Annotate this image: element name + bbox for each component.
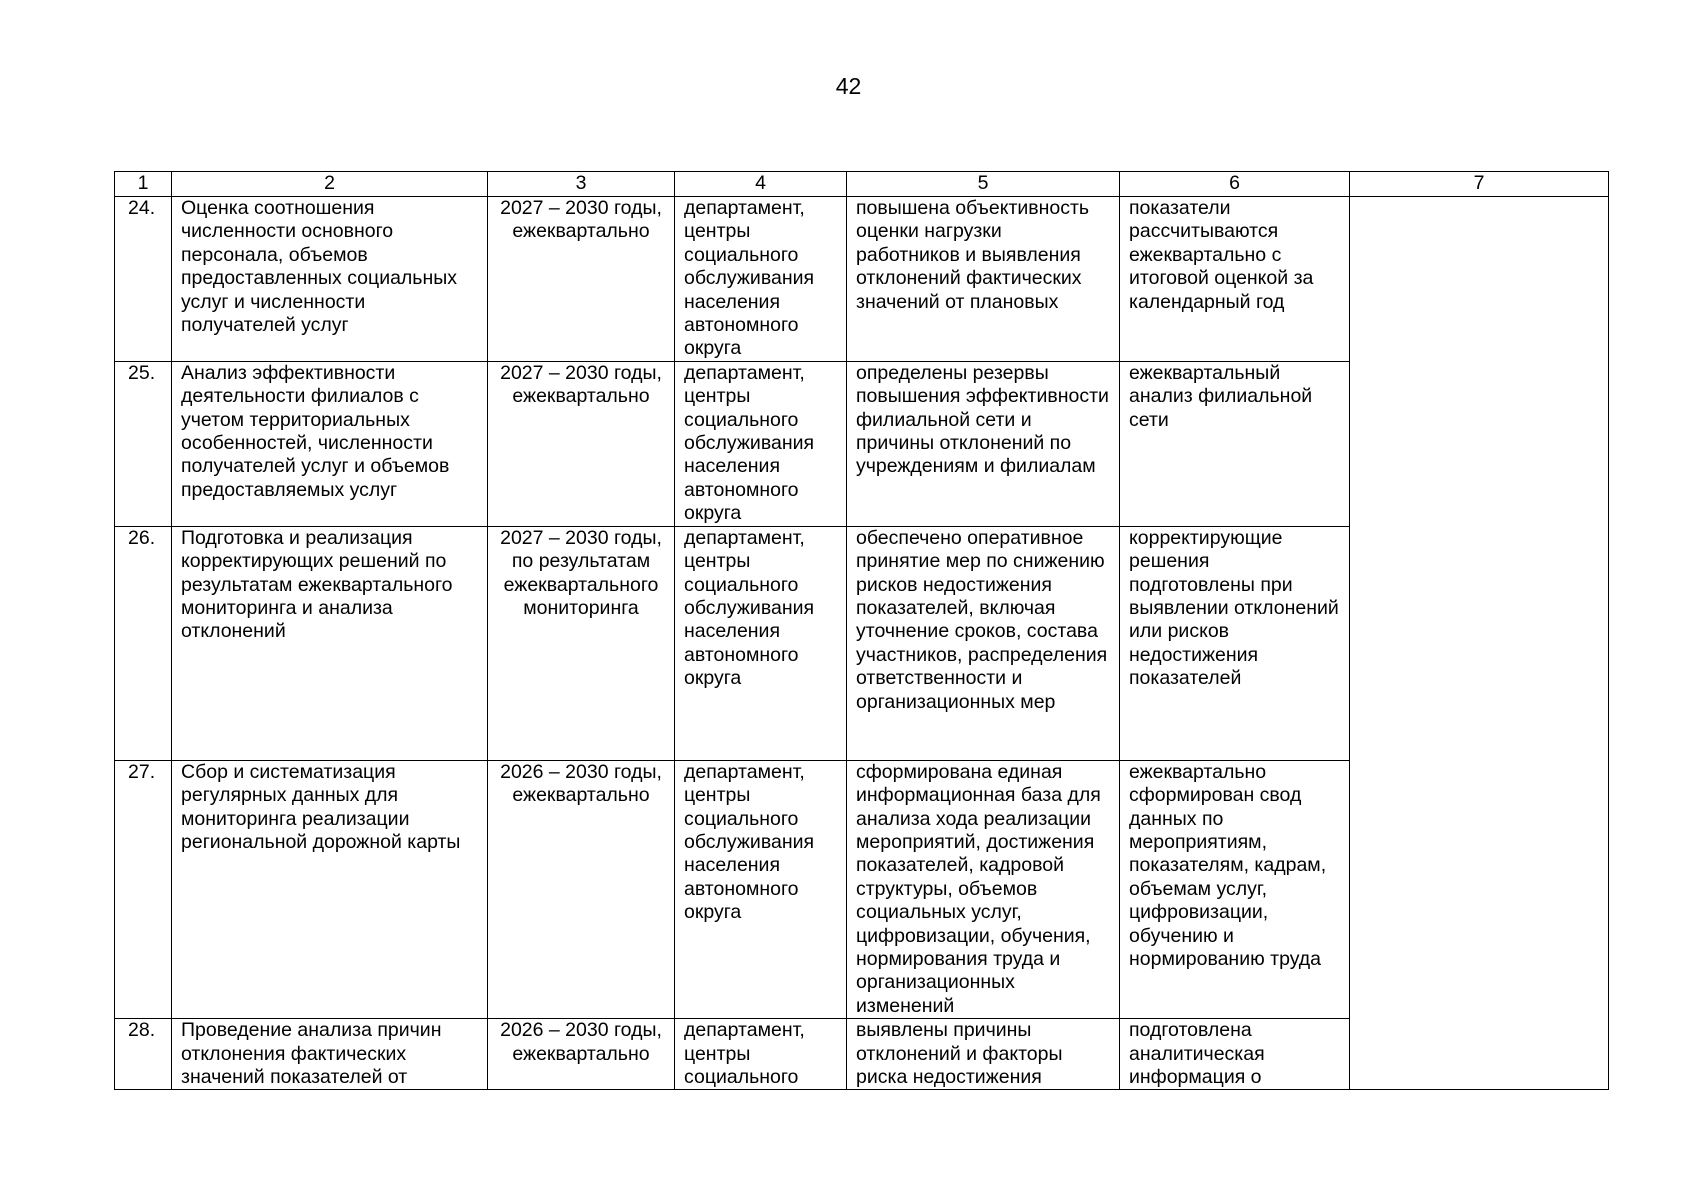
- table-row: [115, 197, 1609, 362]
- responsible-cell: департамент, центры социального обслуживания населения автономного округа: [675, 197, 847, 362]
- indicator-cell: подготовлена аналитическая информация о: [1120, 1019, 1350, 1090]
- row-number: 27.: [115, 760, 172, 1018]
- indicator-cell: ежеквартальный анализ филиальной сети: [1120, 361, 1350, 526]
- column-header: 2: [172, 172, 488, 197]
- term-cell: 2027 – 2030 годы, по результатам ежеквартального мониторинга: [488, 526, 675, 760]
- result-cell: определены резервы повышения эффективности филиальной сети и причины отклонений по учреждениям и филиалам: [847, 361, 1120, 526]
- table-row: [115, 1019, 1609, 1090]
- page-number: 42: [835, 73, 862, 99]
- term-cell: 2026 – 2030 годы, ежеквартально: [488, 1019, 675, 1090]
- result-cell: повышена объективность оценки нагрузки работников и выявления отклонений фактических значений от плановых: [847, 197, 1120, 362]
- column-header: 3: [488, 172, 675, 197]
- note-cell: [1350, 760, 1609, 1018]
- responsible-cell: департамент, центры социального обслуживания населения автономного округа: [675, 760, 847, 1018]
- row-number: 24.: [115, 197, 172, 362]
- table-row: [115, 526, 1609, 760]
- result-cell: выявлены причины отклонений и факторы риска недостижения: [847, 1019, 1120, 1090]
- column-header: 1: [115, 172, 172, 197]
- responsible-cell: департамент, центры социального обслуживания населения автономного округа: [675, 361, 847, 526]
- measure-cell: Проведение анализа причин отклонения фактических значений показателей от: [172, 1019, 488, 1090]
- indicator-cell: ежеквартально сформирован свод данных по мероприятиям, показателям, кадрам, объемам услуг, цифровизации, обучению и нормированию труда: [1120, 760, 1350, 1018]
- note-cell: [1350, 361, 1609, 526]
- result-cell: сформирована единая информационная база для анализа хода реализации мероприятий, достижения показателей, кадровой структуры, объемов социальных услуг, цифровизации, обучения, нормирования труда и организационных изменений: [847, 760, 1120, 1018]
- note-cell: [1350, 1019, 1609, 1090]
- column-number-row: [115, 172, 1609, 197]
- indicator-cell: корректирующие решения подготовлены при выявлении отклонений или рисков недостижения показателей: [1120, 526, 1350, 760]
- measure-cell: Оценка соотношения численности основного персонала, объемов предоставленных социальных услуг и численности получателей услуг: [172, 197, 488, 362]
- column-header: 4: [675, 172, 847, 197]
- measure-cell: Подготовка и реализация корректирующих решений по результатам ежеквартального мониторинга и анализа отклонений: [172, 526, 488, 760]
- measure-cell: Анализ эффективности деятельности филиалов с учетом территориальных особенностей, численности получателей услуг и объемов предоставляемых услуг: [172, 361, 488, 526]
- table-row: [115, 361, 1609, 526]
- term-cell: 2026 – 2030 годы, ежеквартально: [488, 760, 675, 1018]
- note-cell: [1350, 526, 1609, 760]
- term-cell: 2027 – 2030 годы, ежеквартально: [488, 197, 675, 362]
- table-row: [115, 760, 1609, 1018]
- responsible-cell: департамент, центры социального обслуживания населения автономного округа: [675, 526, 847, 760]
- indicator-cell: показатели рассчитываются ежеквартально с итоговой оценкой за календарный год: [1120, 197, 1350, 362]
- row-number: 25.: [115, 361, 172, 526]
- row-number: 28.: [115, 1019, 172, 1090]
- column-header: 5: [847, 172, 1120, 197]
- row-number: 26.: [115, 526, 172, 760]
- measure-cell: Сбор и систематизация регулярных данных для мониторинга реализации региональной дорожной карты: [172, 760, 488, 1018]
- result-cell: обеспечено оперативное принятие мер по снижению рисков недостижения показателей, включая уточнение сроков, состава участников, распределения ответственности и организационных мер: [847, 526, 1120, 760]
- roadmap-table: [114, 171, 1609, 1090]
- column-header: 7: [1350, 172, 1609, 197]
- term-cell: 2027 – 2030 годы, ежеквартально: [488, 361, 675, 526]
- column-header: 6: [1120, 172, 1350, 197]
- note-cell: [1350, 197, 1609, 362]
- responsible-cell: департамент, центры социального: [675, 1019, 847, 1090]
